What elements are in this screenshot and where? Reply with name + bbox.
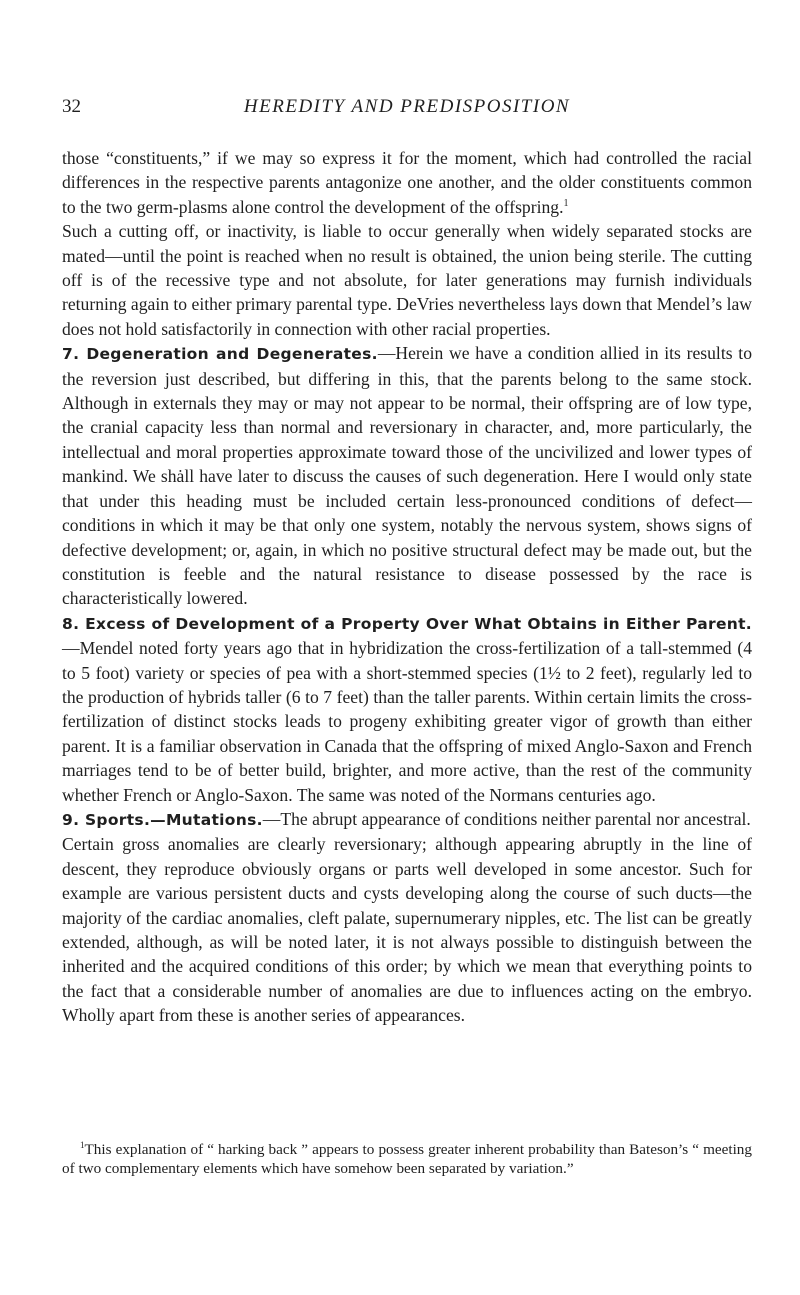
paragraph-text: —The abrupt appearance of conditions neither parental nor ancestral. (262, 808, 751, 829)
paragraph-anomalies (62, 832, 752, 1027)
section-excess-development (62, 611, 752, 807)
paragraph-text: —Mendel noted forty years ago that in hybridization the cross-fertilization of a tall-stemmed (4 to 5 foot) variety or species of pea with a short-stemmed species (1½ to 2 feet), regularly led to the production of hybrids taller (6 to 7 feet) than the taller parents. Within certain limits the cross-fertilization of distinct stocks leads to progeny exhibiting greater vigor of growth than either parent. It is a familiar observation in Canada that the offspring of mixed Anglo-Saxon and French marriages tend to be of better build, brighter, and more active, than the rest of the community whether French or Anglo-Saxon. The same was noted of the Normans centuries ago. (62, 638, 752, 805)
section-degeneration (62, 341, 752, 610)
paragraph-text: those “constituents,” if we may so express it for the moment, which had controlled the racial differences in the respective parents antagonize one another, and the older constituents common to the two germ-plasms alone control the development of the offspring. (62, 148, 752, 217)
paragraph-text: Certain gross anomalies are clearly reversionary; although appearing abruptly in the line of descent, they reproduce obviously organs or parts well developed in some ancestor. Such for example are various persistent ducts and cysts developing along the course of such ducts—the majority of the cardiac anomalies, cleft palate, supernumerary nipples, etc. The list can be greatly extended, although, as will be noted later, it is not always possible to distinguish between the inherited and the acquired conditions of this order; by which we mean that everything points to the fact that a considerable number of anomalies are due to influences acting on the embryo. Wholly apart from these is another series of appearances. (62, 834, 752, 1026)
paragraph-text: Such a cutting off, or inactivity, is liable to occur generally when widely separated stocks are mated—until the point is reached when no result is obtained, the union being sterile. The cutting off is of the recessive type and not absolute, for later generations may furnish individuals returning again to either primary parental type. DeVries nevertheless lays down that Mendel’s law does not hold satisfactorily in connection with other racial properties. (62, 221, 752, 339)
footnote (62, 1140, 752, 1178)
footnote-text-line (62, 1140, 752, 1178)
section-heading: 8. Excess of Development of a Property Over What Obtains in Either Parent. (62, 614, 752, 633)
footnote-reference: 1 (563, 197, 569, 209)
paragraph-text: —Herein we have a condition allied in its results to the reversion just described, but differing in this, that the parents belong to the same stock. Although in externals they may or may not appear to be normal, their offspring are of low type, the cranial capacity less than normal and reversionary in character, and, more particularly, the intellectual and moral properties approximate toward those of the uncivilized and lower types of mankind. We shȧll have later to discuss the causes of such degeneration. Here I would only state that under this heading must be included certain less-pronounced conditions of defect—conditions in which it may be that only one system, notably the nervous system, shows signs of defective development; or, again, in which no positive structural defect may be made out, but the constitution is feeble and the natural resistance to disease possessed by the race is characteristically lowered. (62, 343, 752, 609)
page-number: 32 (62, 96, 81, 117)
paragraph-cutting-off (62, 219, 752, 341)
section-heading: 7. Degeneration and Degenerates. (62, 345, 378, 364)
running-title: HEREDITY AND PREDISPOSITION (243, 96, 571, 117)
body-text (62, 146, 752, 1028)
section-heading: 9. Sports.—Mutations. (62, 810, 263, 829)
footnote-marker: 1 (80, 1140, 85, 1150)
section-sports-mutations (62, 807, 752, 832)
footnote-text: This explanation of “ harking back ” appears to possess greater inherent probability than Bateson’s “ meeting of two complementary elements which have somehow been separated by variation.” (62, 1141, 752, 1177)
paragraph-constituents (62, 146, 752, 219)
running-head (62, 96, 752, 120)
